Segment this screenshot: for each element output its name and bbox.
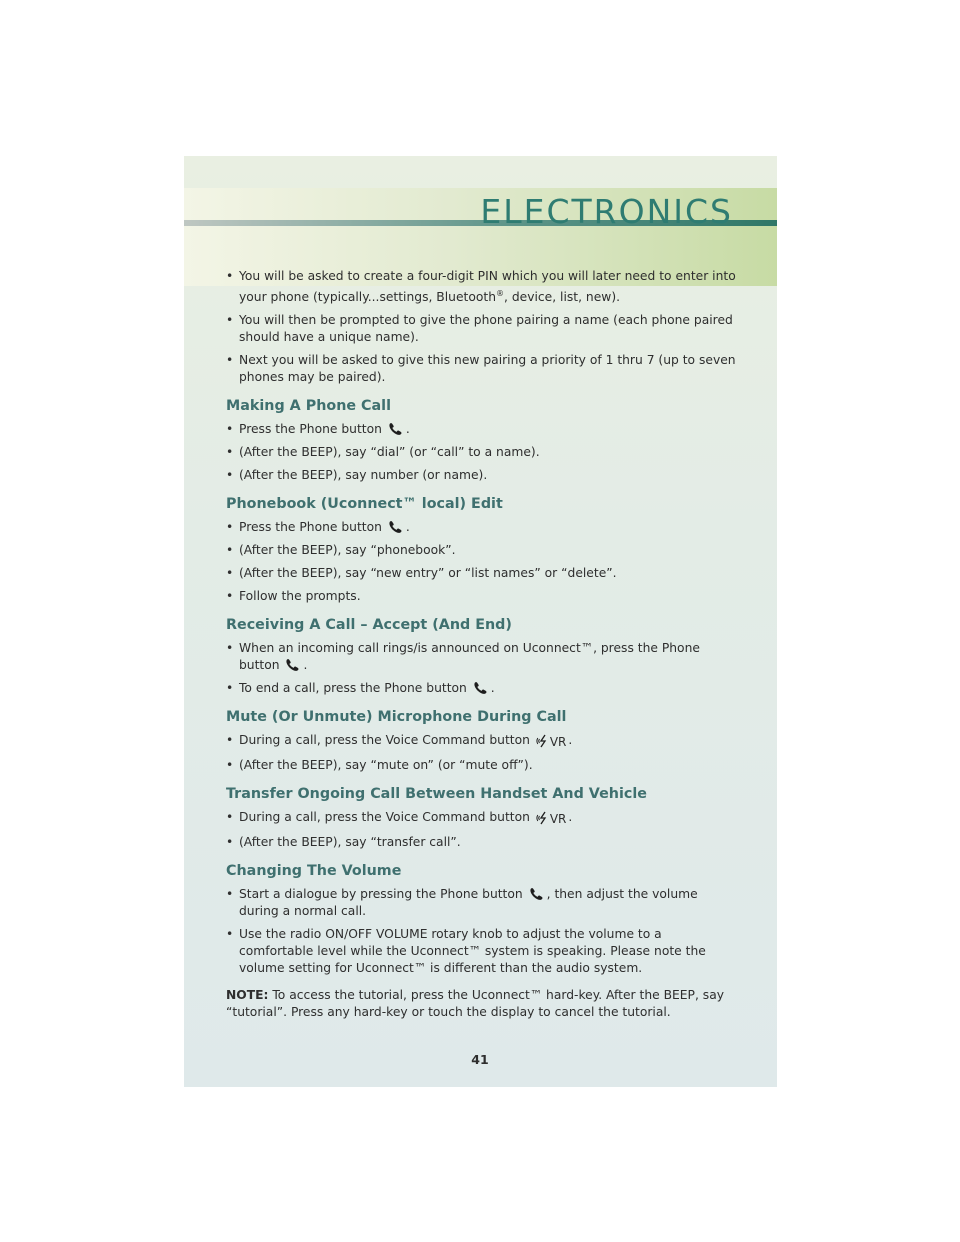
list-item: • Next you will be asked to give this new pairing a priority of 1 thru 7 (up to seven phones may be paired). <box>226 353 736 385</box>
page-number: 41 <box>471 1052 489 1067</box>
list-item: • (After the BEEP), say “dial” (or “call” to a name). <box>226 445 540 460</box>
phone-icon <box>473 681 489 694</box>
list-item: • Use the radio ON/OFF VOLUME rotary knob to adjust the volume to a comfortable level while the Uconnect™ system is speaking. Please note the volume setting for Uconnect™ is different than the audio system. <box>226 927 706 976</box>
voice-command-icon: VR <box>536 811 567 828</box>
list-item: • You will be asked to create a four-digit PIN which you will later need to enter into your phone (typically...settings, Bluetooth®, device, list, new). <box>226 269 736 305</box>
list-item: • (After the BEEP), say “phonebook”. <box>226 543 456 558</box>
list-item: • (After the BEEP), say “new entry” or “list names” or “delete”. <box>226 566 617 581</box>
section-heading: Changing The Volume <box>226 863 402 880</box>
list-item: • During a call, press the Voice Command button VR . <box>226 810 573 827</box>
note-text: To access the tutorial, press the Uconnect™ hard-key. After the BEEP, say “tutorial”. Press any hard-key or touch the display to cancel the tutorial. <box>226 988 725 1020</box>
section-heading: Receiving A Call – Accept (And End) <box>226 617 512 634</box>
list-item: • Start a dialogue by pressing the Phone button , then adjust the volume during a normal call. <box>226 887 698 919</box>
phone-icon <box>388 422 404 435</box>
list-item: • To end a call, press the Phone button . <box>226 681 495 696</box>
list-item: • (After the BEEP), say “mute on” (or “mute off”). <box>226 758 533 773</box>
list-item: • You will then be prompted to give the phone pairing a name (each phone paired should have a unique name). <box>226 313 733 345</box>
section-heading: Phonebook (Uconnect™ local) Edit <box>226 496 503 513</box>
phone-icon <box>285 658 301 671</box>
list-item: • (After the BEEP), say number (or name). <box>226 468 488 483</box>
list-item: • Follow the prompts. <box>226 589 361 604</box>
list-item: • During a call, press the Voice Command button VR . <box>226 733 573 750</box>
note-label: NOTE: <box>226 988 269 1003</box>
section-heading: Mute (Or Unmute) Microphone During Call <box>226 709 567 726</box>
section-heading: Making A Phone Call <box>226 398 391 415</box>
voice-command-icon: VR <box>536 734 567 751</box>
phone-icon <box>388 520 404 533</box>
voice-wave-icon <box>536 811 550 825</box>
section-heading: Transfer Ongoing Call Between Handset And Vehicle <box>226 786 647 803</box>
phone-icon <box>529 887 545 900</box>
list-item: • Press the Phone button . <box>226 422 410 437</box>
list-item: • (After the BEEP), say “transfer call”. <box>226 835 461 850</box>
page-content <box>226 268 736 1021</box>
list-item: • When an incoming call rings/is announced on Uconnect™, press the Phone button . <box>226 641 700 673</box>
list-item: • Press the Phone button . <box>226 520 410 535</box>
voice-wave-icon <box>536 734 550 748</box>
note-paragraph <box>226 987 736 1021</box>
section-title: ELECTRONICS <box>480 192 733 231</box>
